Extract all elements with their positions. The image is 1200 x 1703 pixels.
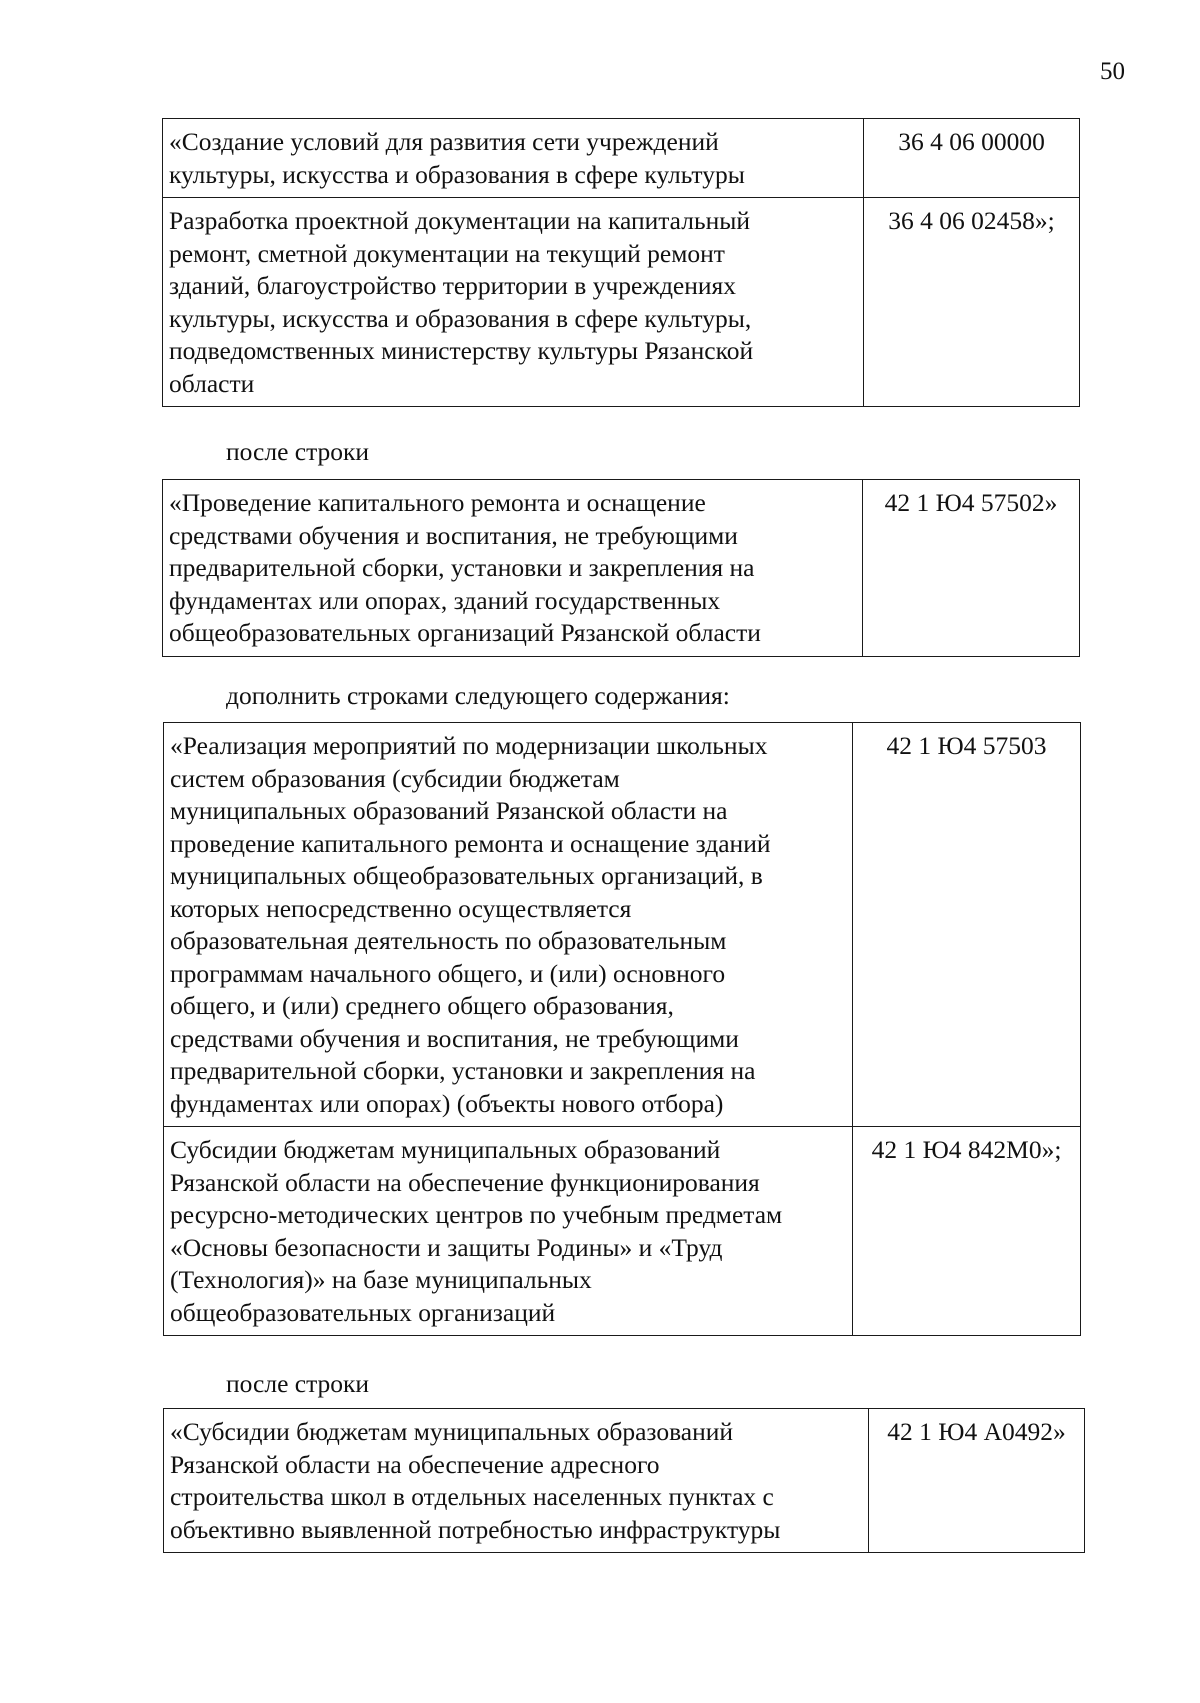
text-line: ремонт, сметной документации на текущий ремонт (169, 238, 725, 268)
instruction-text: после строки (226, 1369, 370, 1398)
table-budget-lines-4 (163, 1408, 1085, 1553)
text-line: «Реализация мероприятий по модернизации школьных (170, 731, 768, 760)
text-line: подведомственных министерству культуры Рязанской (169, 336, 754, 365)
text-line: Субсидии бюджетам муниципальных образований (170, 1135, 721, 1164)
text-line: которых непосредственно осуществляется (170, 893, 632, 923)
text-line: Рязанской области на обеспечение функционирования (170, 1167, 760, 1197)
text-line: средствами обучения и воспитания, не требующими (169, 520, 738, 550)
row-description (163, 480, 863, 657)
table-row (163, 198, 1080, 407)
text-line: «Создание условий для развития сети учреждений (169, 127, 719, 156)
text-line: систем образования (субсидии бюджетам (170, 763, 620, 793)
text-line: области (169, 368, 255, 398)
text-line: Рязанской области на обеспечение адресного (170, 1449, 660, 1479)
text-line: ресурсно-методических центров по учебным предметам (170, 1200, 783, 1229)
table-budget-lines-3 (163, 722, 1081, 1336)
text-line: «Субсидии бюджетам муниципальных образований (170, 1417, 734, 1446)
text-line: программам начального общего, и (или) основного (170, 958, 726, 988)
row-description (164, 723, 853, 1127)
text-line: фундаментах или опорах, зданий государственных (169, 585, 721, 615)
text-line: зданий, благоустройство территории в учреждениях (169, 271, 737, 300)
text-line: «Проведение капитального ремонта и оснащение (169, 488, 706, 517)
instruction-text: после строки (226, 437, 370, 466)
row-code: 42 1 Ю4 842М0»; (853, 1127, 1081, 1336)
row-description (164, 1127, 853, 1336)
text-line: Разработка проектной документации на капитальный (169, 206, 751, 235)
table-row (164, 1127, 1081, 1336)
text-line: муниципальных общеобразовательных организаций, в (170, 861, 763, 890)
text-line: средствами обучения и воспитания, не требующими (170, 1023, 739, 1053)
text-line: общеобразовательных организаций (170, 1297, 556, 1327)
table-budget-lines-1 (162, 118, 1080, 407)
instruction-text: дополнить строками следующего содержания: (226, 681, 730, 710)
table-budget-lines-2 (162, 479, 1080, 657)
row-description (163, 198, 864, 407)
row-description (164, 1409, 869, 1553)
text-line: строительства школ в отдельных населенных пунктах с (170, 1482, 774, 1511)
text-line: общеобразовательных организаций Рязанской области (169, 618, 761, 647)
text-line: муниципальных образований Рязанской области на (170, 796, 728, 825)
text-line: объективно выявленной потребностью инфраструктуры (170, 1514, 781, 1544)
row-code: 42 1 Ю4 57502» (863, 480, 1080, 657)
table-row (164, 1409, 1085, 1553)
row-code: 36 4 06 02458»; (864, 198, 1080, 407)
text-line: «Основы безопасности и защиты Родины» и «Труд (170, 1232, 723, 1262)
page-number: 50 (1100, 58, 1125, 85)
text-line: предварительной сборки, установки и закрепления на (169, 553, 755, 582)
text-line: предварительной сборки, установки и закрепления на (170, 1056, 756, 1085)
table-row (163, 119, 1080, 198)
text-line: образовательная деятельность по образовательным (170, 926, 727, 955)
text-line: (Технология)» на базе муниципальных (170, 1265, 592, 1294)
text-line: проведение капитального ремонта и оснащение зданий (170, 828, 771, 858)
text-line: общего, и (или) среднего общего образования, (170, 991, 674, 1020)
row-code: 36 4 06 00000 (864, 119, 1080, 198)
row-description (163, 119, 864, 198)
row-code: 42 1 Ю4 57503 (853, 723, 1081, 1127)
text-line: культуры, искусства и образования в сфере культуры, (169, 303, 752, 333)
table-row (164, 723, 1081, 1127)
text-line: культуры, искусства и образования в сфере культуры (169, 159, 745, 189)
text-line: фундаментах или опорах) (объекты нового отбора) (170, 1088, 724, 1118)
table-row (163, 480, 1080, 657)
row-code: 42 1 Ю4 А0492» (869, 1409, 1085, 1553)
